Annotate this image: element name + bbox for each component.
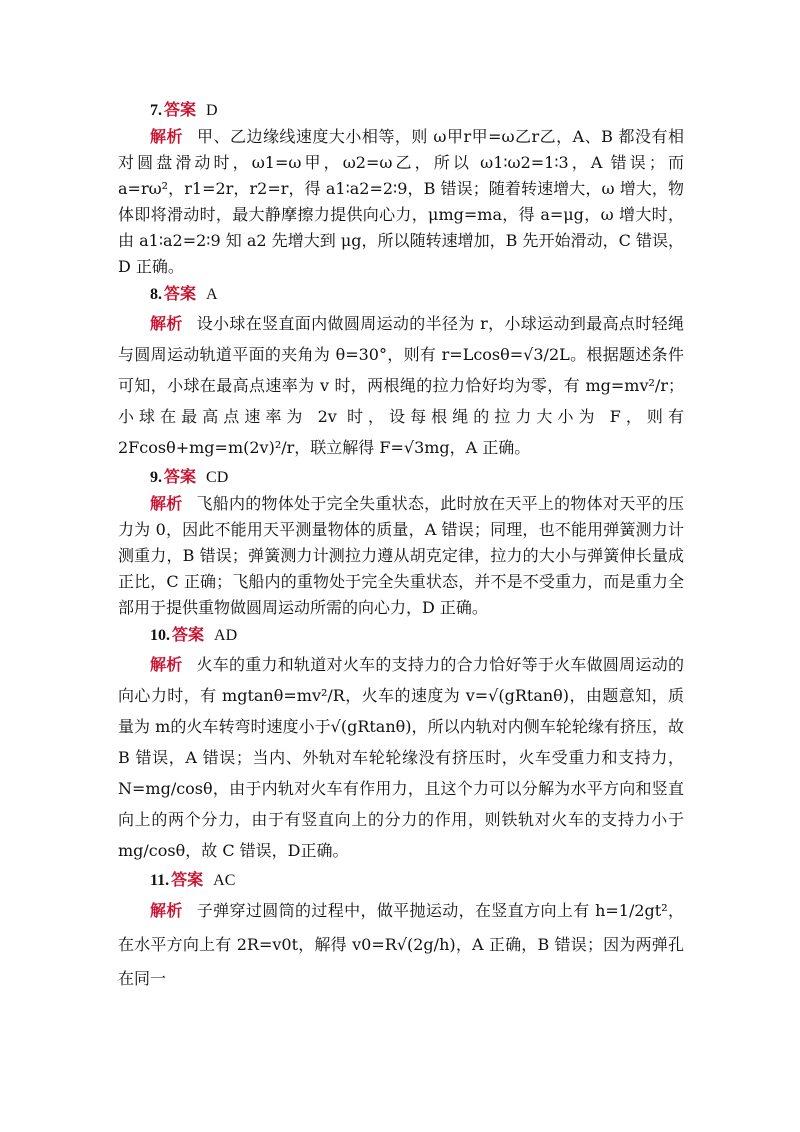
text-line: 正确。	[300, 841, 349, 860]
text-line: 水平方向上有 2R=v0t，解得 v0=R√(2g/h)，A 正确，B 错误；因为两弹孔在同一	[118, 935, 684, 988]
question-10	[118, 621, 684, 866]
answer-label: 答案	[164, 100, 197, 119]
question-7	[118, 96, 684, 280]
text-line: 由于有竖直向上的分力的作用，则铁轨对火车的支持力小于mg/cosθ，故 C 错误，D	[118, 810, 684, 860]
explanation-label: 解析	[150, 655, 183, 674]
text-line: 的向心力时，有 mgtanθ=mv²/R，火车的速度为 v=√(gRtanθ)，由题意知，质量为 m	[118, 655, 684, 736]
explanation-label: 解析	[150, 494, 183, 513]
question-number: 8.	[150, 286, 162, 303]
question-8	[118, 280, 684, 463]
explanation	[118, 124, 684, 280]
question-11	[118, 866, 684, 996]
answer-value: A	[206, 286, 218, 303]
question-number: 7.	[150, 102, 162, 119]
question-header	[118, 621, 684, 649]
text-line: 9 知 a2 先增大到 μg，所以随转速增加，B 先开始滑动，C 错误，D 正确。	[118, 231, 684, 276]
text-line: 部用于提供重物做圆周运动所需的向心力，D 正确。	[118, 598, 488, 617]
question-9	[118, 463, 684, 621]
answer-label: 答案	[164, 467, 197, 486]
text-line: 由于内轨对火车有作用力，且这个力可以分解为水平方向和竖直向上的两个分力，	[118, 779, 684, 829]
question-header	[118, 96, 684, 124]
answer-label: 答案	[164, 284, 197, 303]
text-line: A 错误；当内、外轨对车轮轮缘没有挤压时，火车受重力和支持力，N=mg/cosθ，	[118, 748, 684, 798]
text-line: =2r，r2=r，得 a1∶a2=2∶9，B 错误；随着转速增大，ω 增大，物体即将滑动	[118, 179, 684, 224]
answer-value: AC	[213, 872, 236, 889]
answer-label: 答案	[171, 870, 204, 889]
question-number: 11.	[150, 872, 170, 889]
answer-value: D	[206, 102, 218, 119]
solution-page	[118, 96, 684, 996]
explanation	[118, 308, 684, 463]
text-line: 测重力，B 错误；弹簧测力计测拉力遵从胡克定律，拉力的大小与弹簧伸长量成	[118, 546, 684, 565]
text-line: 火车的重力和轨道对火车的支持力的合力恰好等于火车做圆周运动	[196, 655, 668, 674]
text-line: 正比，C 正确；飞船内的重物处于完全失重状态，并不是不受重力，而是重力全	[118, 572, 684, 591]
text-line: 圆盘滑动时，ω1=ω甲，ω2=ω乙，所以 ω1∶ω2=1∶3，A 错误；而 a=rω²，r1	[118, 153, 684, 198]
question-header	[118, 280, 684, 308]
text-line: 时，最大静摩擦力提供向心力，μmg=ma，得 a=μg，ω 增大时，由 a1∶a2=2∶	[118, 205, 684, 250]
explanation	[118, 894, 684, 996]
explanation	[118, 491, 684, 621]
text-line: 与圆周运动轨道平面的夹角为 θ=30°，则有 r=Lcosθ=√3/2L。根据题述条件可知，	[118, 345, 684, 395]
text-line: 甲、乙边缘线速度大小相等，则 ω甲r甲=ω乙r乙，A、B 都没有相对	[118, 127, 684, 172]
text-line: 小球在最高点速率为 v 时，两根绳的拉力恰好均为零，有 mg=mv²/r；小球在最高	[118, 376, 684, 426]
text-line: 飞船内的物体处于完全失重状态，此时放在天平上的物体对天平的压	[196, 494, 684, 513]
text-line: 得 F=√3mg，A 正确。	[358, 438, 531, 457]
text-line: 的火车转弯时速度小于√(gRtanθ)，所以内轨对内侧车轮轮缘有挤压，故 B 错误，	[118, 717, 684, 767]
question-number: 9.	[150, 469, 162, 486]
explanation-label: 解析	[150, 901, 183, 920]
question-header	[118, 463, 684, 491]
explanation	[118, 649, 684, 866]
question-number: 10.	[150, 627, 170, 644]
explanation-label: 解析	[150, 314, 183, 333]
text-line: 设小球在竖直面内做圆周运动的半径为 r，小球运动到最高点时轻绳	[196, 314, 684, 333]
text-line: 力为 0，因此不能用天平测量物体的质量，A 错误；同理，也不能用弹簧测力计	[118, 520, 684, 539]
answer-value: CD	[206, 469, 229, 486]
explanation-label: 解析	[150, 127, 183, 146]
question-header	[118, 866, 684, 894]
answer-label: 答案	[172, 625, 205, 644]
text-line: 子弹穿过圆筒的过程中，做平抛运动，在竖直方向上有 h=1/2gt²，在	[118, 901, 684, 954]
text-line: 点速率为 2v 时，设每根绳的拉力大小为 F，则有 2Fcosθ+mg=m(2v)²/r，联立解	[118, 407, 684, 457]
answer-value: AD	[214, 627, 238, 644]
